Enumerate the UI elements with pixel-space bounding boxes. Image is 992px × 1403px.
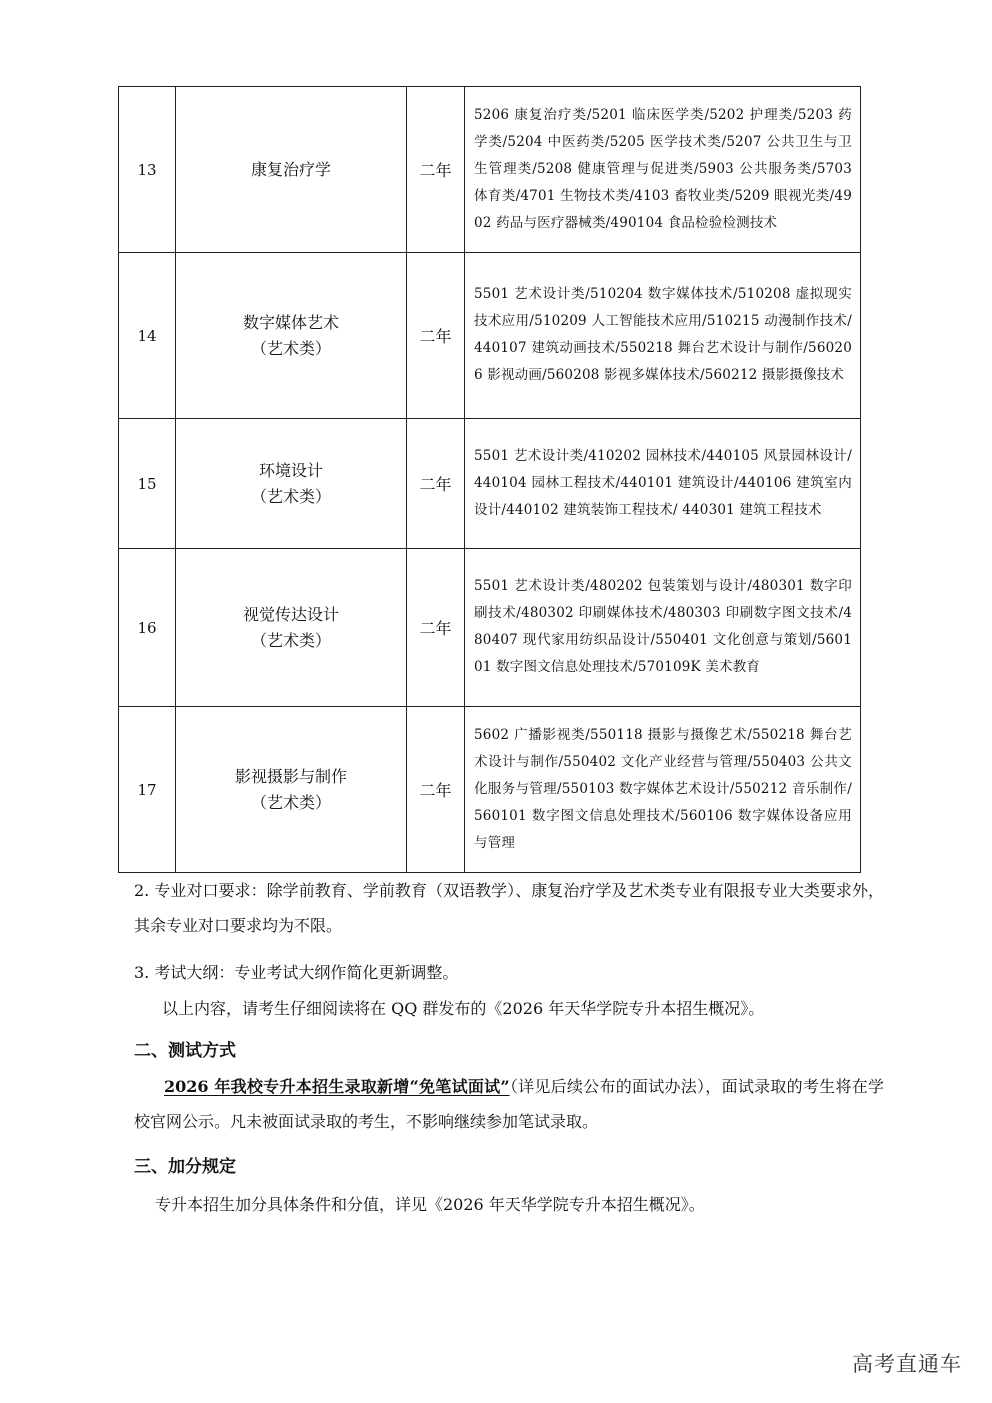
table-row <box>119 87 861 253</box>
row-number: 17 <box>119 707 176 873</box>
read-note: 以上内容，请考生仔细阅读将在 QQ 群发布的《2026 年天华学院专升本招生概况》。 <box>162 999 765 1018</box>
section-3-body <box>155 1187 885 1222</box>
study-years: 二年 <box>407 253 465 419</box>
section-3-heading: 三、加分规定 <box>134 1157 236 1177</box>
table-row <box>119 419 861 549</box>
eligible-majors: 5501 艺术设计类/510204 数字媒体技术/510208 虚拟现实技术应用/510209 人工智能技术应用/510215 动漫制作技术/440107 建筑动画技术/550218 舞台艺术设计与制作/560206 影视动画/560208 影视多媒体技术/560212 摄影摄像技术 <box>465 253 861 419</box>
section-2-paragraph <box>134 1069 884 1139</box>
study-years: 二年 <box>407 707 465 873</box>
major-category: （艺术类） <box>250 338 331 358</box>
section-3-paragraph: 专升本招生加分具体条件和分值，详见《2026 年天华学院专升本招生概况》。 <box>155 1195 705 1214</box>
section-2-rest: （详见后续公布的面试办法），面试录取的考生将在学校官网公示。凡未被面试录取的考生，不影响继续参加笔试录取。 <box>134 1077 884 1131</box>
major-name-cell <box>176 253 407 419</box>
major-category: （艺术类） <box>250 630 331 650</box>
eligible-majors: 5501 艺术设计类/410202 园林技术/440105 风景园林设计/440104 园林工程技术/440101 建筑设计/440106 建筑室内设计/440102 建筑装饰工程技术/ 440301 建筑工程技术 <box>465 419 861 549</box>
section-2-heading: 二、测试方式 <box>134 1041 236 1061</box>
eligible-majors: 5206 康复治疗类/5201 临床医学类/5202 护理类/5203 药学类/5204 中医药类/5205 医学技术类/5207 公共卫生与卫生管理类/5208 健康管理与促进类/5903 公共服务类/5703 体育类/4701 生物技术类/4103 畜牧业类/5209 眼视光类/4902 药品与医疗器械类/490104 食品检验检测技术 <box>465 87 861 253</box>
section-2-body <box>134 1069 884 1139</box>
row-number: 13 <box>119 87 176 253</box>
row-number: 16 <box>119 549 176 707</box>
watermark-text: 高考直通车 <box>852 1352 962 1376</box>
major-name: 视觉传达设计 <box>242 604 339 624</box>
note-item-3: 3. 考试大纲：专业考试大纲作简化更新调整。 <box>134 963 459 982</box>
study-years: 二年 <box>407 419 465 549</box>
eligible-majors: 5602 广播影视类/550118 摄影与摄像艺术/550218 舞台艺术设计与制作/550402 文化产业经营与管理/550403 公共文化服务与管理/550103 数字媒体艺术设计/550212 音乐制作/560101 数字图文信息处理技术/560106 数字媒体设备应用与管理 <box>465 707 861 873</box>
major-name: 数字媒体艺术 <box>242 312 339 332</box>
major-name: 环境设计 <box>258 460 323 480</box>
study-years: 二年 <box>407 549 465 707</box>
note-item-2: 2. 专业对口要求：除学前教育、学前教育（双语教学）、康复治疗学及艺术类专业有限报专业大类要求外，其余专业对口要求均为不限。 <box>134 881 884 935</box>
majors-table <box>118 86 861 873</box>
table-row <box>119 549 861 707</box>
notes-block <box>134 873 884 943</box>
table-row <box>119 253 861 419</box>
major-category: （艺术类） <box>250 792 331 812</box>
row-number: 14 <box>119 253 176 419</box>
no-written-exam-highlight: 2026 年我校专升本招生录取新增“免笔试面试” <box>164 1077 510 1096</box>
major-name-cell <box>176 549 407 707</box>
major-name-cell <box>176 87 407 253</box>
notes-block-3 <box>134 955 884 990</box>
eligible-majors: 5501 艺术设计类/480202 包装策划与设计/480301 数字印刷技术/480302 印刷媒体技术/480303 印刷数字图文技术/480407 现代家用纺织品设计/550401 文化创意与策划/560101 数字图文信息处理技术/570109K 美术教育 <box>465 549 861 707</box>
major-name-cell <box>176 707 407 873</box>
read-note-block <box>162 991 887 1026</box>
study-years: 二年 <box>407 87 465 253</box>
major-name: 康复治疗学 <box>250 159 331 179</box>
table-row <box>119 707 861 873</box>
major-name-cell <box>176 419 407 549</box>
major-name: 影视摄影与制作 <box>234 766 347 786</box>
major-category: （艺术类） <box>250 486 331 506</box>
row-number: 15 <box>119 419 176 549</box>
